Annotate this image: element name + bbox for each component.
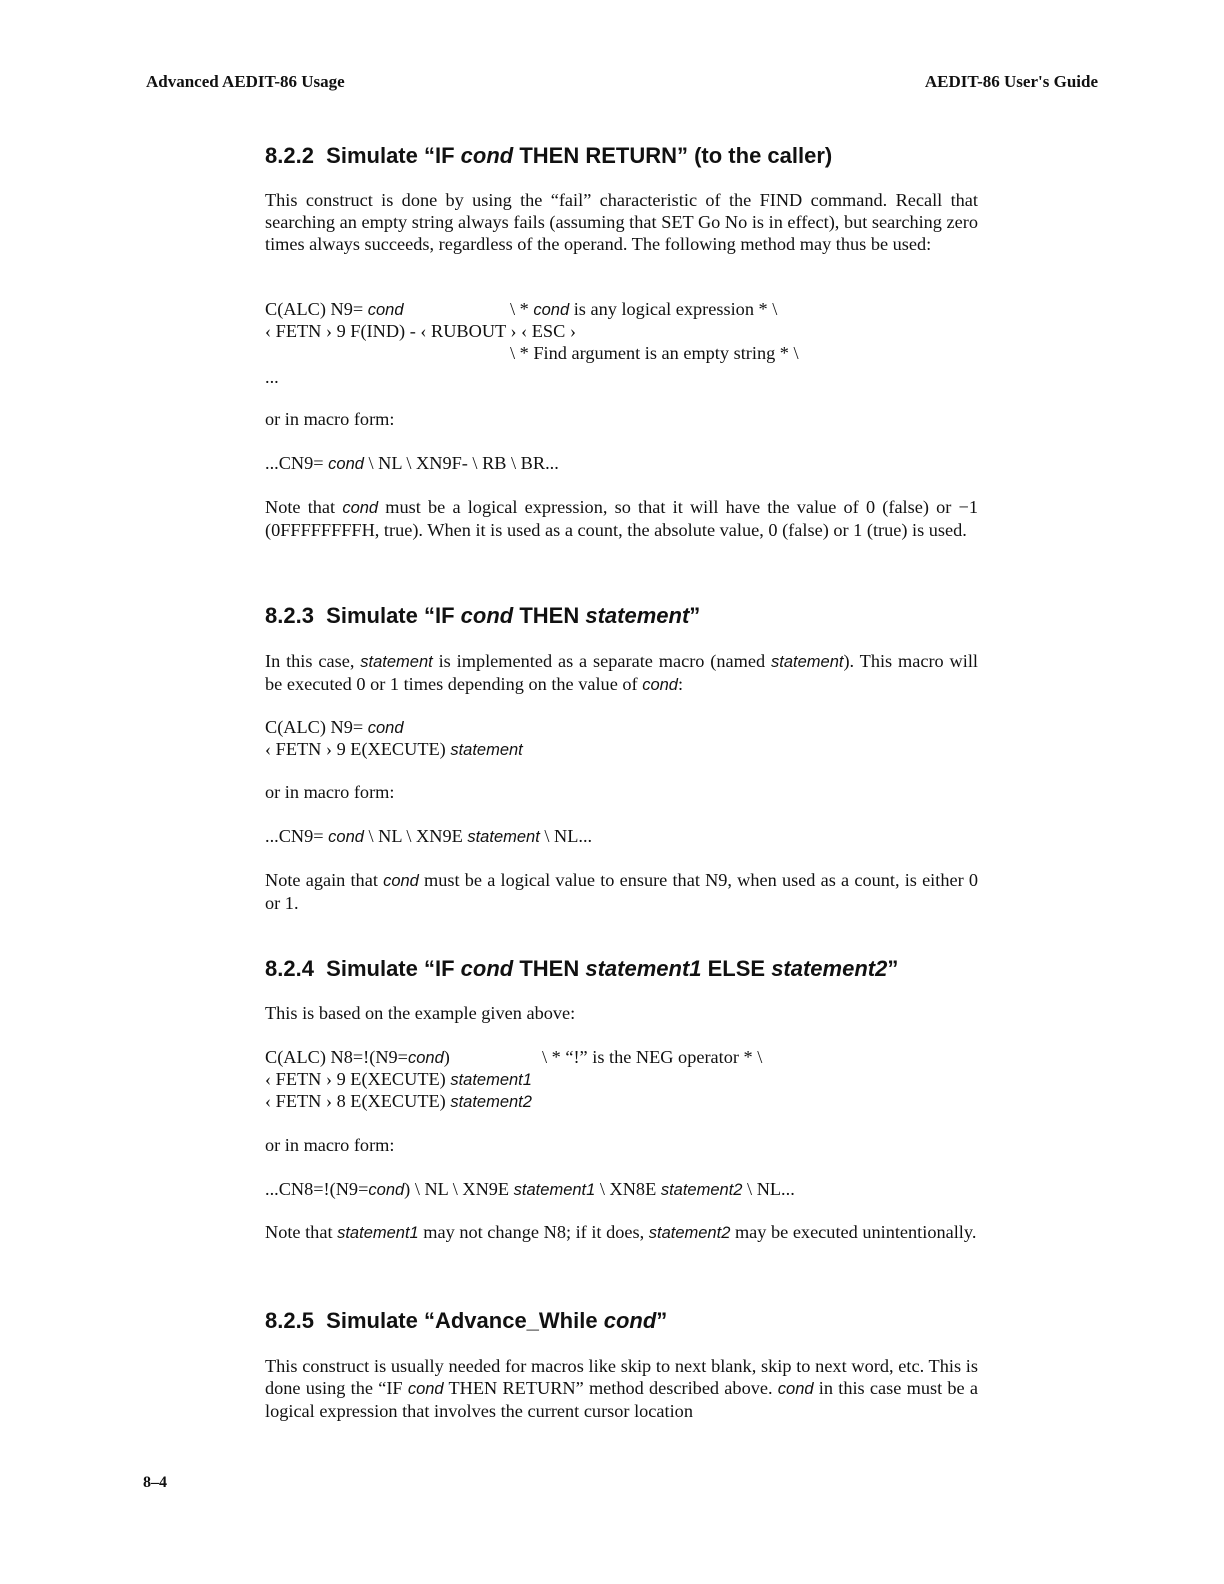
paragraph-advance-while: This construct is usually needed for macros like skip to next blank, skip to next word, etc. This is done using the “IF cond THEN RETURN” method described above. cond in this case must be a logical expression that involves the current cursor location [265,1356,979,1421]
running-header-left: Advanced AEDIT-86 Usage [146,72,345,91]
macro-code-line: ...CN9= cond \ NL \ XN9E statement \ NL... [265,826,593,846]
code-line-calc: C(ALC) N8=!(N9=cond) [265,1047,450,1067]
macro-code-line: ...CN9= cond \ NL \ XN9F- \ RB \ BR... [265,453,559,473]
macro-code-line: ...CN8=!(N9=cond) \ NL \ XN9E statement1 \ XN8E statement2 \ NL... [265,1179,795,1199]
code-line-fetn: ‹ FETN › 9 E(XECUTE) statement [265,739,523,759]
code-comment: \ * “!” is the NEG operator * \ [542,1047,763,1067]
paragraph-note-again: Note again that cond must be a logical value to ensure that N9, when used as a count, is either 0 or 1. [265,870,979,913]
code-line-fetn: ‹ FETN › 9 F(IND) - ‹ RUBOUT › ‹ ESC › [265,321,576,341]
running-header-right: AEDIT-86 User's Guide [924,72,1098,91]
macro-form-label: or in macro form: [265,782,395,802]
paragraph-note-n8: Note that statement1 may not change N8; if it does, statement2 may be executed unintentionally. [265,1222,977,1242]
code-line-fetn-9: ‹ FETN › 9 E(XECUTE) statement1 [265,1069,532,1089]
paragraph-fail-characteristic: This construct is done by using the “fail” characteristic of the FIND command. Recall that searching an empty string always fails (assuming that SET Go No is in effect), but searching zero times always succeeds, regardless of the operand. The following method may thus be used: [265,190,978,254]
paragraph-statement-macro: In this case, statement is implemented as a separate macro (named statement). This macro will be executed 0 or 1 times depending on the value of cond: [265,651,979,694]
section-heading-8-2-5: 8.2.5 Simulate “Advance_While cond” [265,1308,668,1333]
code-ellipsis: ... [265,367,279,387]
paragraph-based-on-example: This is based on the example given above: [265,1003,576,1023]
code-line-calc: C(ALC) N9= cond [265,717,404,737]
code-comment: \ * cond is any logical expression * \ [510,299,778,319]
page-number: 8–4 [143,1474,167,1491]
macro-form-label: or in macro form: [265,409,395,429]
macro-form-label: or in macro form: [265,1135,395,1155]
section-heading-8-2-3: 8.2.3 Simulate “IF cond THEN statement” [265,603,701,628]
code-comment: \ * Find argument is an empty string * \ [510,343,799,363]
code-line-calc: C(ALC) N9= cond [265,299,404,319]
section-heading-8-2-4: 8.2.4 Simulate “IF cond THEN statement1 ELSE statement2” [265,956,899,981]
paragraph-note-cond: Note that cond must be a logical expression, so that it will have the value of 0 (false) or −1 (0FFFFFFFFH, true). When it is used as a count, the absolute value, 0 (false) or 1 (true) is used. [265,497,978,540]
code-line-fetn-8: ‹ FETN › 8 E(XECUTE) statement2 [265,1091,532,1111]
section-heading-8-2-2: 8.2.2 Simulate “IF cond THEN RETURN” (to the caller) [265,143,833,168]
